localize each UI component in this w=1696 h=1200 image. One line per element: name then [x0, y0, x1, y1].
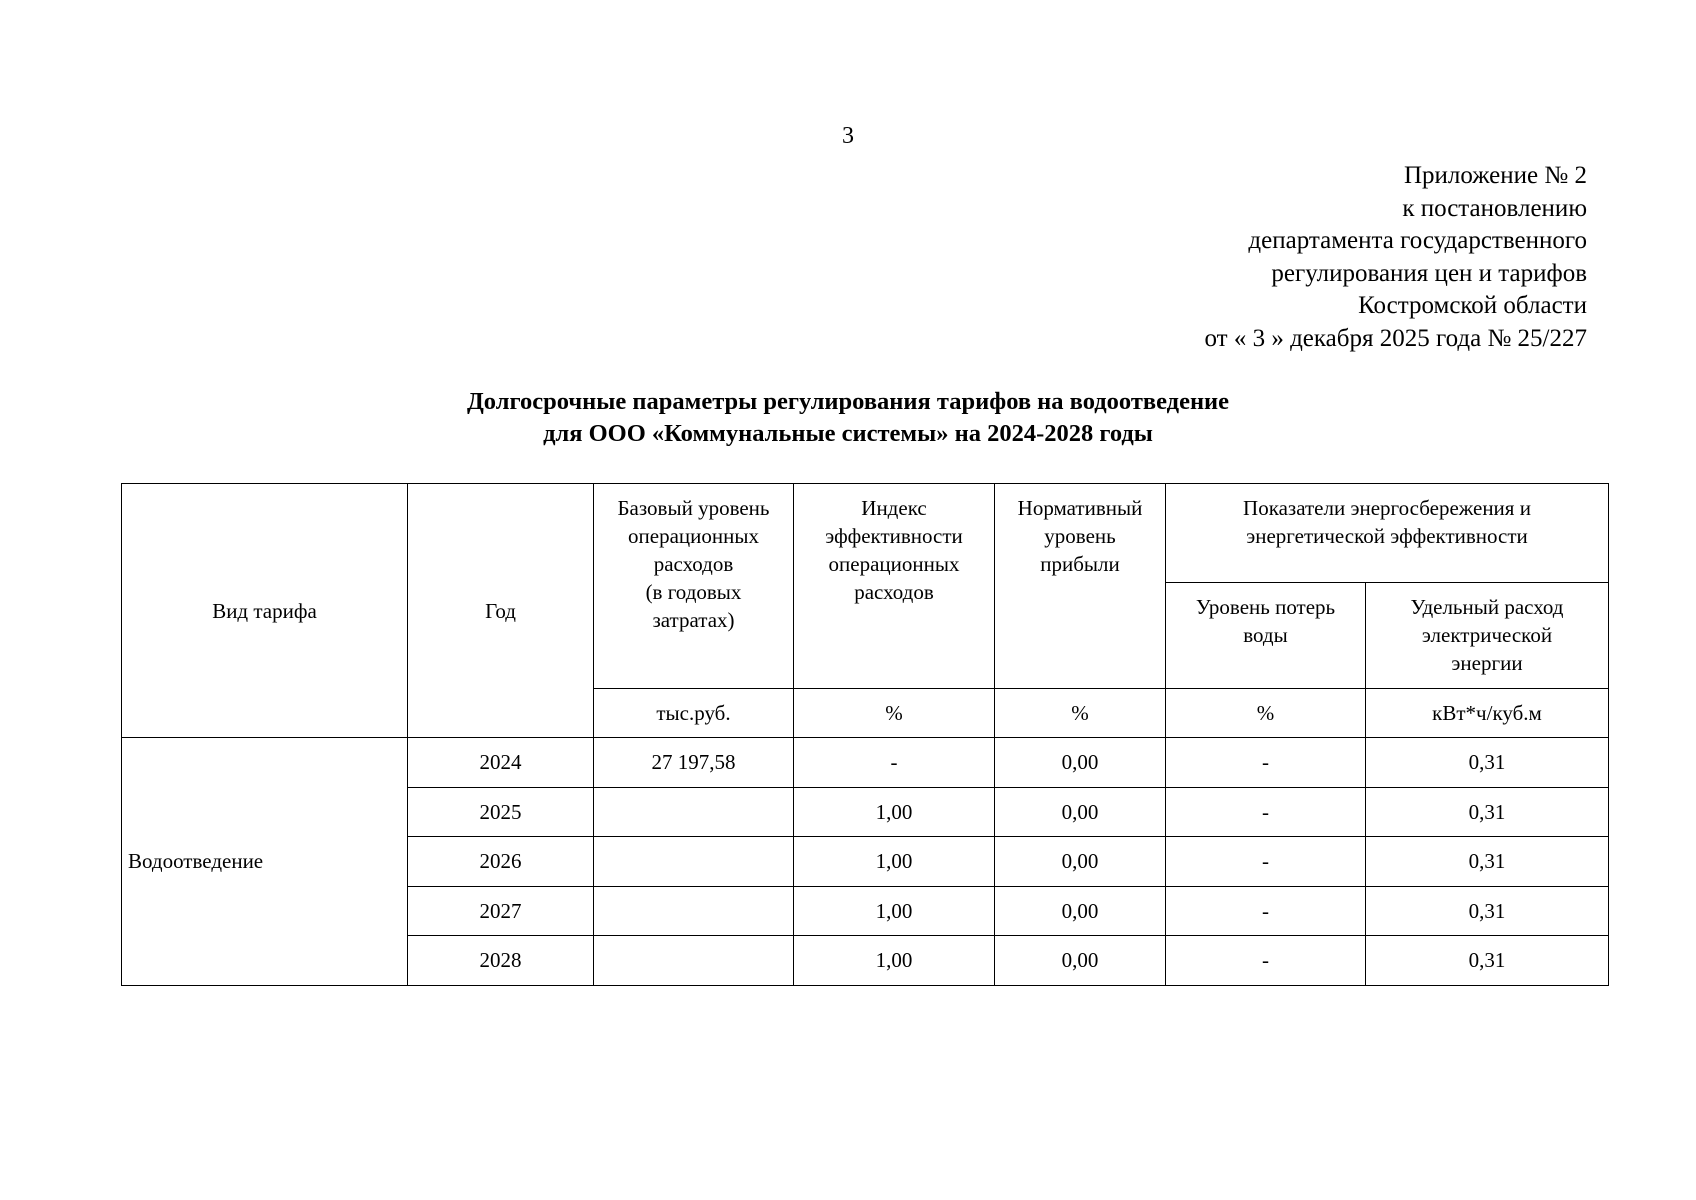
header-text-line: Удельный расход [1410, 595, 1564, 619]
header-text-line: расходов [854, 580, 934, 604]
unit-water-loss: % [1166, 689, 1366, 738]
efficiency-index-cell: 1,00 [794, 936, 995, 986]
header-text-line: энергии [1451, 651, 1523, 675]
unit-electricity: кВт*ч/куб.м [1366, 689, 1609, 738]
header-text-line: Уровень потерь [1195, 595, 1336, 619]
electricity-cell: 0,31 [1366, 837, 1609, 887]
header-text-line: операционных [828, 552, 960, 576]
document-title [0, 386, 1696, 450]
header-efficiency-index [794, 484, 995, 689]
table-row [122, 738, 1609, 788]
header-text-line: (в годовых [645, 580, 742, 604]
year-cell: 2025 [408, 787, 594, 837]
base-level-cell [594, 886, 794, 936]
title-line: Долгосрочные параметры регулирования тарифов на водоотведение [466, 388, 1230, 415]
water-loss-cell: - [1166, 886, 1366, 936]
water-loss-cell: - [1166, 837, 1366, 887]
header-energy-group [1166, 484, 1609, 583]
header-text-line: затратах) [652, 608, 735, 632]
efficiency-index-cell: 1,00 [794, 886, 995, 936]
appendix-block [1204, 160, 1587, 355]
header-tariff-type: Вид тарифа [122, 484, 408, 738]
base-level-cell [594, 837, 794, 887]
header-year: Год [408, 484, 594, 738]
header-water-loss [1166, 583, 1366, 689]
electricity-cell: 0,31 [1366, 787, 1609, 837]
header-text-line: расходов [653, 552, 734, 576]
water-loss-cell: - [1166, 787, 1366, 837]
appendix-line: Костромской области [1358, 292, 1587, 319]
base-level-cell: 27 197,58 [594, 738, 794, 788]
base-level-cell [594, 787, 794, 837]
header-text-line: Нормативный [1017, 496, 1143, 520]
unit-efficiency-index: % [794, 689, 995, 738]
water-loss-cell: - [1166, 936, 1366, 986]
profit-level-cell: 0,00 [995, 936, 1166, 986]
year-cell: 2026 [408, 837, 594, 887]
header-row-1 [122, 484, 1609, 583]
header-text-line: эффективности [825, 524, 963, 548]
profit-level-cell: 0,00 [995, 738, 1166, 788]
header-text-line: Индекс [861, 496, 927, 520]
unit-base-level: тыс.руб. [594, 689, 794, 738]
efficiency-index-cell: 1,00 [794, 837, 995, 887]
efficiency-index-cell: - [794, 738, 995, 788]
efficiency-index-cell: 1,00 [794, 787, 995, 837]
appendix-line: к постановлению [1402, 194, 1587, 222]
appendix-line: Приложение № 2 [1403, 162, 1587, 189]
profit-level-cell: 0,00 [995, 787, 1166, 837]
header-text-line: Показатели энергосбережения и [1243, 496, 1531, 520]
year-cell: 2024 [408, 738, 594, 788]
header-profit-level [995, 484, 1166, 689]
electricity-cell: 0,31 [1366, 936, 1609, 986]
water-loss-cell: - [1166, 738, 1366, 788]
appendix-line: департамента государственного [1248, 227, 1587, 254]
header-base-level [594, 484, 794, 689]
tariff-parameters-table [121, 483, 1609, 986]
year-cell: 2028 [408, 936, 594, 986]
header-text-line: уровень [1044, 524, 1116, 548]
header-text-line: операционных [628, 524, 759, 548]
appendix-line: от « 3 » декабря 2025 года № 25/227 [1204, 324, 1587, 352]
header-text-line: Базовый уровень [617, 496, 770, 520]
header-electricity [1366, 583, 1609, 689]
header-text-line: прибыли [1040, 552, 1120, 576]
tariff-name-cell: Водоотведение [122, 738, 408, 986]
profit-level-cell: 0,00 [995, 837, 1166, 887]
unit-profit-level: % [995, 689, 1166, 738]
header-text-line: энергетической эффективности [1246, 524, 1528, 548]
page-number: 3 [842, 123, 854, 149]
header-text-line: электрической [1421, 623, 1553, 647]
profit-level-cell: 0,00 [995, 886, 1166, 936]
electricity-cell: 0,31 [1366, 886, 1609, 936]
title-line: для ООО «Коммунальные системы» на 2024-2028 годы [543, 420, 1153, 447]
appendix-line: регулирования цен и тарифов [1271, 259, 1587, 287]
base-level-cell [594, 936, 794, 986]
electricity-cell: 0,31 [1366, 738, 1609, 788]
year-cell: 2027 [408, 886, 594, 936]
header-text-line: воды [1243, 623, 1288, 647]
